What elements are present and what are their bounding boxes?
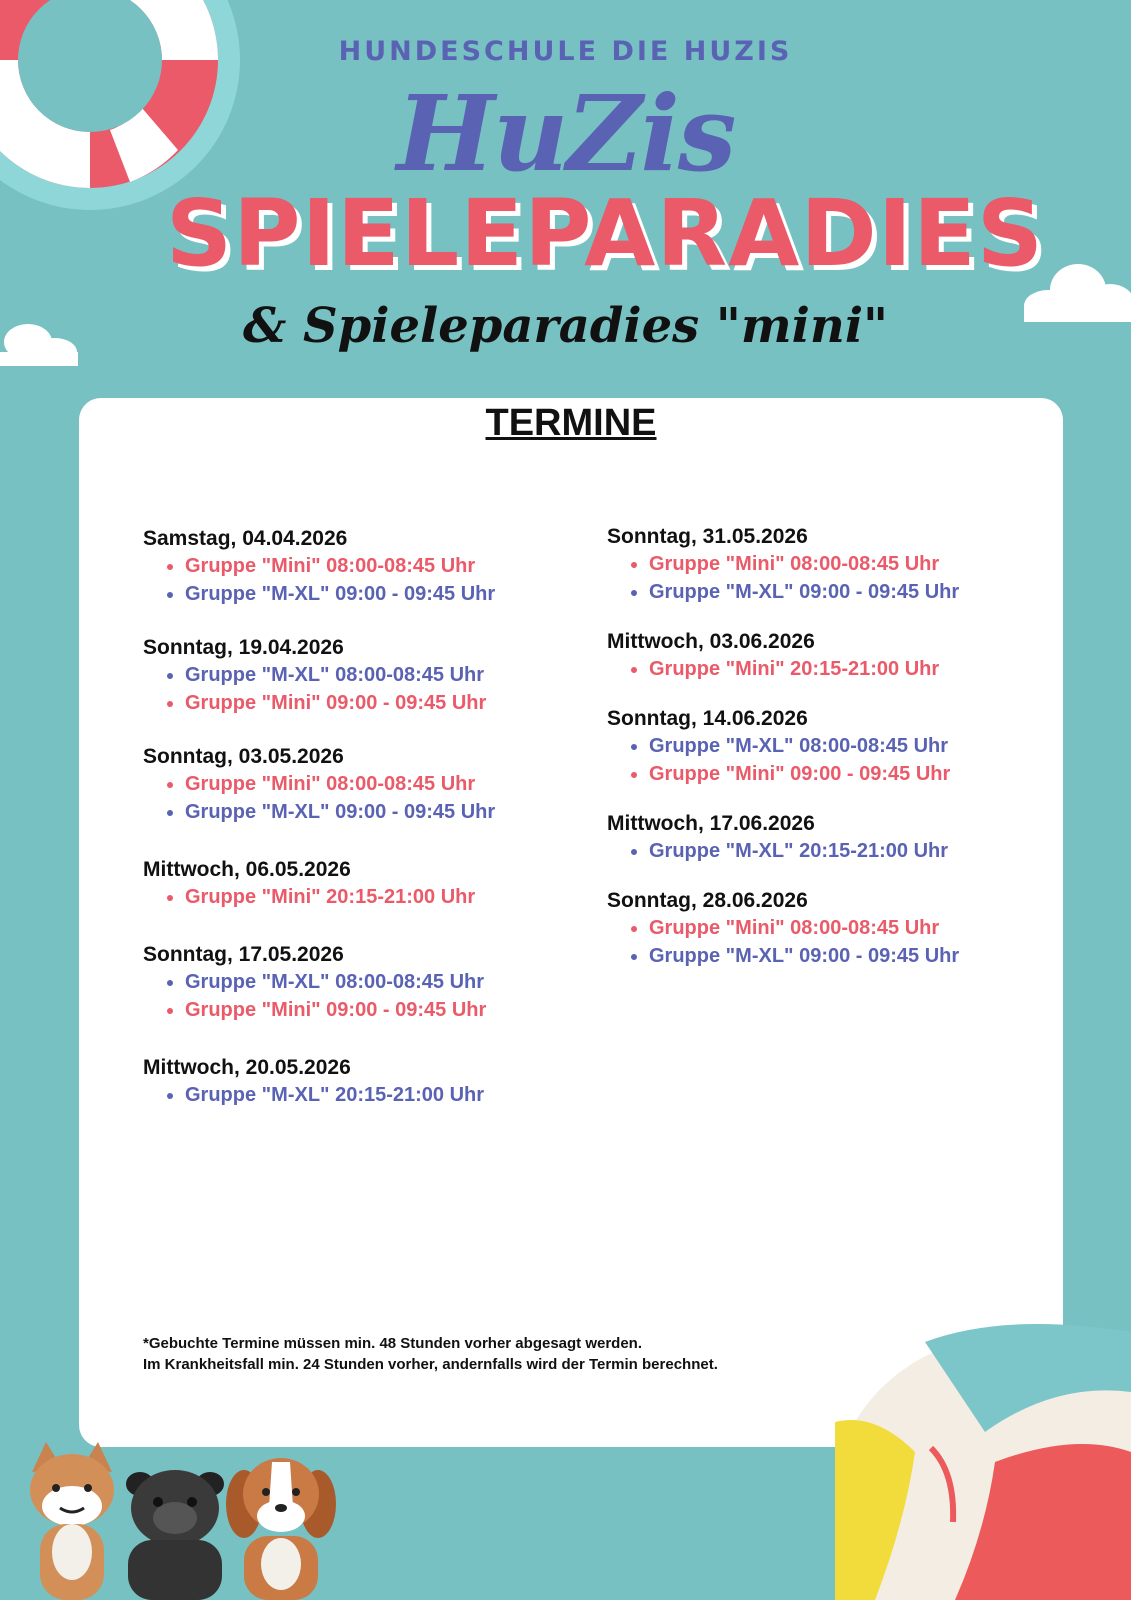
left-column	[143, 525, 495, 1127]
group-slot: • Gruppe "M-XL" 09:00 - 09:45 Uhr	[649, 942, 959, 970]
group-slot: • Gruppe "M-XL" 09:00 - 09:45 Uhr	[185, 580, 495, 608]
cancellation-note	[143, 1333, 718, 1375]
group-slot: • Gruppe "M-XL" 09:00 - 09:45 Uhr	[649, 578, 959, 606]
brand-name: HUNDESCHULE DIE HUZIS	[338, 36, 793, 67]
note-line: Im Krankheitsfall min. 24 Stunden vorher, andernfalls wird der Termin berechnet.	[143, 1356, 718, 1373]
event-date: Sonntag, 14.06.2026	[607, 707, 808, 730]
script-title: HuZis	[396, 72, 735, 195]
group-slot: • Gruppe "M-XL" 08:00-08:45 Uhr	[185, 661, 495, 689]
schedule-card	[79, 398, 1063, 1447]
event-date: Mittwoch, 06.05.2026	[143, 858, 351, 881]
group-slot: • Gruppe "Mini" 20:15-21:00 Uhr	[185, 883, 495, 911]
group-slot: • Gruppe "Mini" 09:00 - 09:45 Uhr	[185, 996, 495, 1024]
group-slot: • Gruppe "M-XL" 20:15-21:00 Uhr	[649, 837, 959, 865]
event-item	[607, 523, 959, 606]
group-slot: • Gruppe "M-XL" 09:00 - 09:45 Uhr	[185, 798, 495, 826]
shiba-dog-icon	[22, 1442, 122, 1600]
group-slot: • Gruppe "M-XL" 20:15-21:00 Uhr	[185, 1081, 495, 1109]
event-item	[607, 628, 959, 683]
beagle-dog-icon	[222, 1452, 340, 1600]
pug-dog-icon	[120, 1462, 230, 1600]
group-slot: • Gruppe "Mini" 08:00-08:45 Uhr	[649, 550, 959, 578]
event-date: Sonntag, 03.05.2026	[143, 745, 344, 768]
event-date: Samstag, 04.04.2026	[143, 527, 348, 550]
group-slot: • Gruppe "Mini" 08:00-08:45 Uhr	[649, 914, 959, 942]
event-date: Sonntag, 17.05.2026	[143, 943, 344, 966]
event-item	[143, 743, 495, 826]
subtitle: & Spieleparadies "mini"	[242, 298, 889, 354]
event-date: Sonntag, 31.05.2026	[607, 525, 808, 548]
event-item	[607, 810, 959, 865]
group-slot: • Gruppe "M-XL" 08:00-08:45 Uhr	[185, 968, 495, 996]
event-date: Mittwoch, 20.05.2026	[143, 1056, 351, 1079]
group-slot: • Gruppe "Mini" 08:00-08:45 Uhr	[185, 770, 495, 798]
event-item	[143, 525, 495, 608]
group-slot: • Gruppe "Mini" 09:00 - 09:45 Uhr	[185, 689, 495, 717]
event-item	[143, 1054, 495, 1109]
event-date: Sonntag, 28.06.2026	[607, 889, 808, 912]
beach-ball-icon	[835, 1322, 1131, 1600]
event-date: Sonntag, 19.04.2026	[143, 636, 344, 659]
main-title: SPIELEPARADIES	[165, 180, 1045, 287]
event-date: Mittwoch, 03.06.2026	[607, 630, 815, 653]
event-date: Mittwoch, 17.06.2026	[607, 812, 815, 835]
group-slot: • Gruppe "M-XL" 08:00-08:45 Uhr	[649, 732, 959, 760]
group-slot: • Gruppe "Mini" 08:00-08:45 Uhr	[185, 552, 495, 580]
event-item	[607, 705, 959, 788]
right-column	[607, 523, 959, 988]
event-item	[143, 634, 495, 717]
event-item	[607, 887, 959, 970]
note-line: *Gebuchte Termine müssen min. 48 Stunden vorher abgesagt werden.	[143, 1335, 643, 1352]
schedule-heading: TERMINE	[485, 402, 657, 444]
group-slot: • Gruppe "Mini" 20:15-21:00 Uhr	[649, 655, 959, 683]
event-item	[143, 941, 495, 1024]
group-slot: • Gruppe "Mini" 09:00 - 09:45 Uhr	[649, 760, 959, 788]
event-item	[143, 856, 495, 911]
